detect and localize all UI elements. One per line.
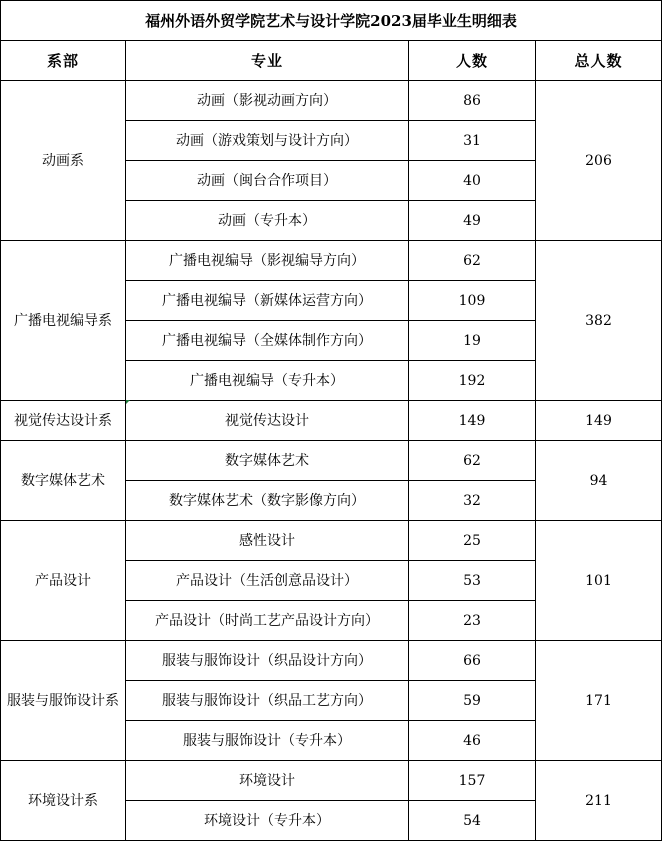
- count-cell: 23: [409, 601, 536, 641]
- total-cell: 171: [536, 641, 662, 761]
- major-cell: 数字媒体艺术（数字影像方向）: [126, 481, 409, 521]
- major-cell: 产品设计（时尚工艺产品设计方向）: [126, 601, 409, 641]
- count-cell: 62: [409, 241, 536, 281]
- table-row: [1, 241, 662, 281]
- count-cell: 62: [409, 441, 536, 481]
- table-row: [1, 761, 662, 801]
- major-cell: 视觉传达设计: [126, 401, 409, 441]
- department-cell: 数字媒体艺术: [1, 441, 126, 521]
- major-cell: 环境设计（专升本）: [126, 801, 409, 841]
- count-cell: 86: [409, 81, 536, 121]
- total-cell: 211: [536, 761, 662, 841]
- total-cell: 101: [536, 521, 662, 641]
- major-cell: 环境设计: [126, 761, 409, 801]
- header-total: 总人数: [536, 41, 662, 81]
- table-row: [1, 401, 662, 441]
- department-cell: 广播电视编导系: [1, 241, 126, 401]
- department-cell: 环境设计系: [1, 761, 126, 841]
- department-cell: 产品设计: [1, 521, 126, 641]
- count-cell: 59: [409, 681, 536, 721]
- major-cell: 数字媒体艺术: [126, 441, 409, 481]
- header-row: [1, 41, 662, 81]
- major-cell: 动画（游戏策划与设计方向）: [126, 121, 409, 161]
- major-cell: 广播电视编导（全媒体制作方向）: [126, 321, 409, 361]
- total-cell: 382: [536, 241, 662, 401]
- table-body: [1, 81, 662, 841]
- table-title: 福州外语外贸学院艺术与设计学院2023届毕业生明细表: [1, 1, 662, 41]
- count-cell: 149: [409, 401, 536, 441]
- count-cell: 66: [409, 641, 536, 681]
- table-row: [1, 521, 662, 561]
- count-cell: 32: [409, 481, 536, 521]
- major-cell: 产品设计（生活创意品设计）: [126, 561, 409, 601]
- count-cell: 46: [409, 721, 536, 761]
- major-cell: 动画（影视动画方向）: [126, 81, 409, 121]
- total-cell: 94: [536, 441, 662, 521]
- count-cell: 31: [409, 121, 536, 161]
- major-cell: 广播电视编导（新媒体运营方向）: [126, 281, 409, 321]
- header-major: 专业: [126, 41, 409, 81]
- major-cell: 动画（专升本）: [126, 201, 409, 241]
- count-cell: 54: [409, 801, 536, 841]
- count-cell: 49: [409, 201, 536, 241]
- count-cell: 19: [409, 321, 536, 361]
- department-cell: 视觉传达设计系: [1, 401, 126, 441]
- title-row: [1, 1, 662, 41]
- total-cell: 206: [536, 81, 662, 241]
- major-cell: 动画（闽台合作项目）: [126, 161, 409, 201]
- count-cell: 40: [409, 161, 536, 201]
- header-count: 人数: [409, 41, 536, 81]
- table-row: [1, 641, 662, 681]
- header-department: 系部: [1, 41, 126, 81]
- count-cell: 109: [409, 281, 536, 321]
- count-cell: 157: [409, 761, 536, 801]
- department-cell: 动画系: [1, 81, 126, 241]
- cell-comment-indicator: [126, 400, 130, 404]
- major-cell: 服装与服饰设计（织品设计方向）: [126, 641, 409, 681]
- total-cell: 149: [536, 401, 662, 441]
- count-cell: 53: [409, 561, 536, 601]
- department-cell: 服装与服饰设计系: [1, 641, 126, 761]
- table-row: [1, 441, 662, 481]
- major-cell: 广播电视编导（影视编导方向）: [126, 241, 409, 281]
- major-cell: 服装与服饰设计（专升本）: [126, 721, 409, 761]
- major-cell: 广播电视编导（专升本）: [126, 361, 409, 401]
- major-cell: 感性设计: [126, 521, 409, 561]
- major-cell: 服装与服饰设计（织品工艺方向）: [126, 681, 409, 721]
- table-row: [1, 81, 662, 121]
- count-cell: 192: [409, 361, 536, 401]
- count-cell: 25: [409, 521, 536, 561]
